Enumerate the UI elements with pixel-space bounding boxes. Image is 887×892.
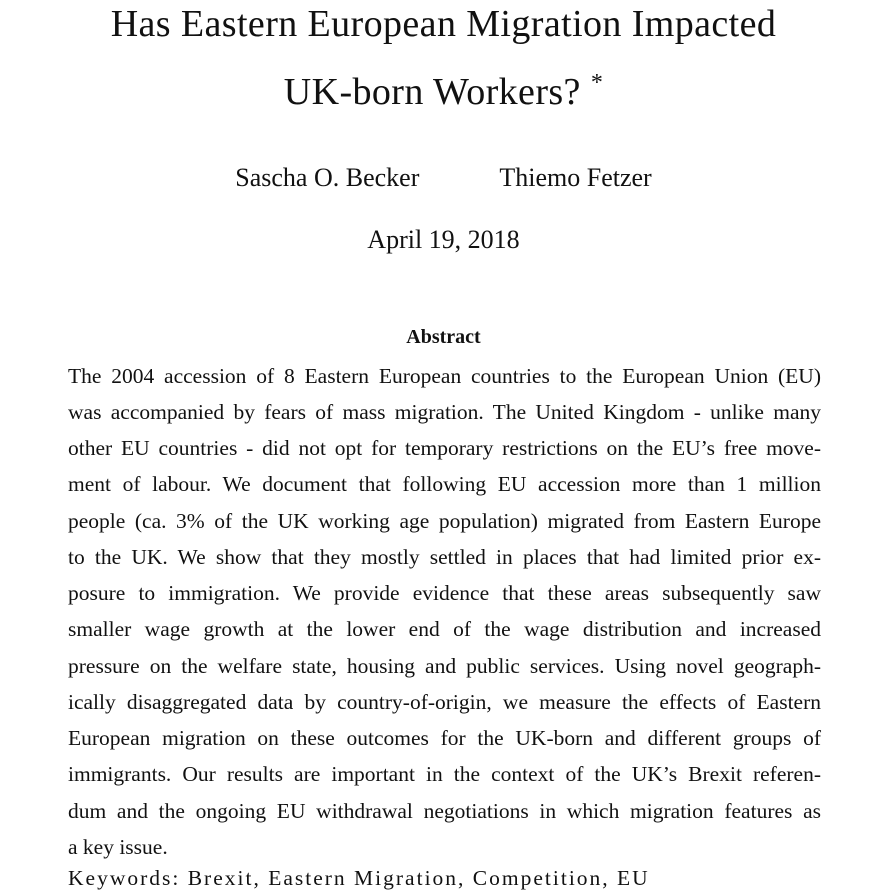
abstract-line: European migration on these outcomes for the UK-born and different groups of	[68, 726, 821, 750]
abstract-line: The 2004 accession of 8 Eastern European countries to the European Union (EU)	[68, 364, 821, 388]
keywords-line-cut: Keywords: Brexit, Eastern Migration, Competition, EU	[68, 866, 650, 890]
paper-title-text: UK-born Workers?	[283, 71, 581, 113]
abstract-line: posure to immigration. We provide evidence that these areas subsequently saw	[68, 581, 821, 605]
author-name: Thiemo Fetzer	[499, 163, 652, 192]
paper-title-line-1: Has Eastern European Migration Impacted	[110, 3, 777, 45]
abstract-line: smaller wage growth at the lower end of the wage distribution and increased	[68, 617, 821, 641]
abstract-line: people (ca. 3% of the UK working age population) migrated from Eastern Europe	[68, 509, 821, 533]
abstract-line: immigrants. Our results are important in the context of the UK’s Brexit referen-	[68, 762, 821, 786]
abstract-heading: Abstract	[406, 326, 481, 348]
abstract-line: was accompanied by fears of mass migration. The United Kingdom - unlike many	[68, 400, 821, 424]
author-name: Sascha O. Becker	[235, 163, 420, 192]
paper-title-line-2	[0, 70, 887, 119]
abstract-line: ically disaggregated data by country-of-origin, we measure the effects of Eastern	[68, 690, 821, 714]
abstract-line: to the UK. We show that they mostly settled in places that had limited prior ex-	[68, 545, 821, 569]
abstract-line: a key issue.	[68, 835, 168, 859]
abstract-line: ment of labour. We document that following EU accession more than 1 million	[68, 472, 821, 496]
abstract-line: pressure on the welfare state, housing and public services. Using novel geograph-	[68, 654, 821, 678]
publication-date: April 19, 2018	[367, 225, 520, 254]
title-footnote-mark[interactable]: *	[590, 70, 604, 96]
abstract-line: dum and the ongoing EU withdrawal negotiations in which migration features as	[68, 799, 821, 823]
abstract-line: other EU countries - did not opt for temporary restrictions on the EU’s free move-	[68, 436, 821, 460]
author-list	[0, 162, 887, 194]
